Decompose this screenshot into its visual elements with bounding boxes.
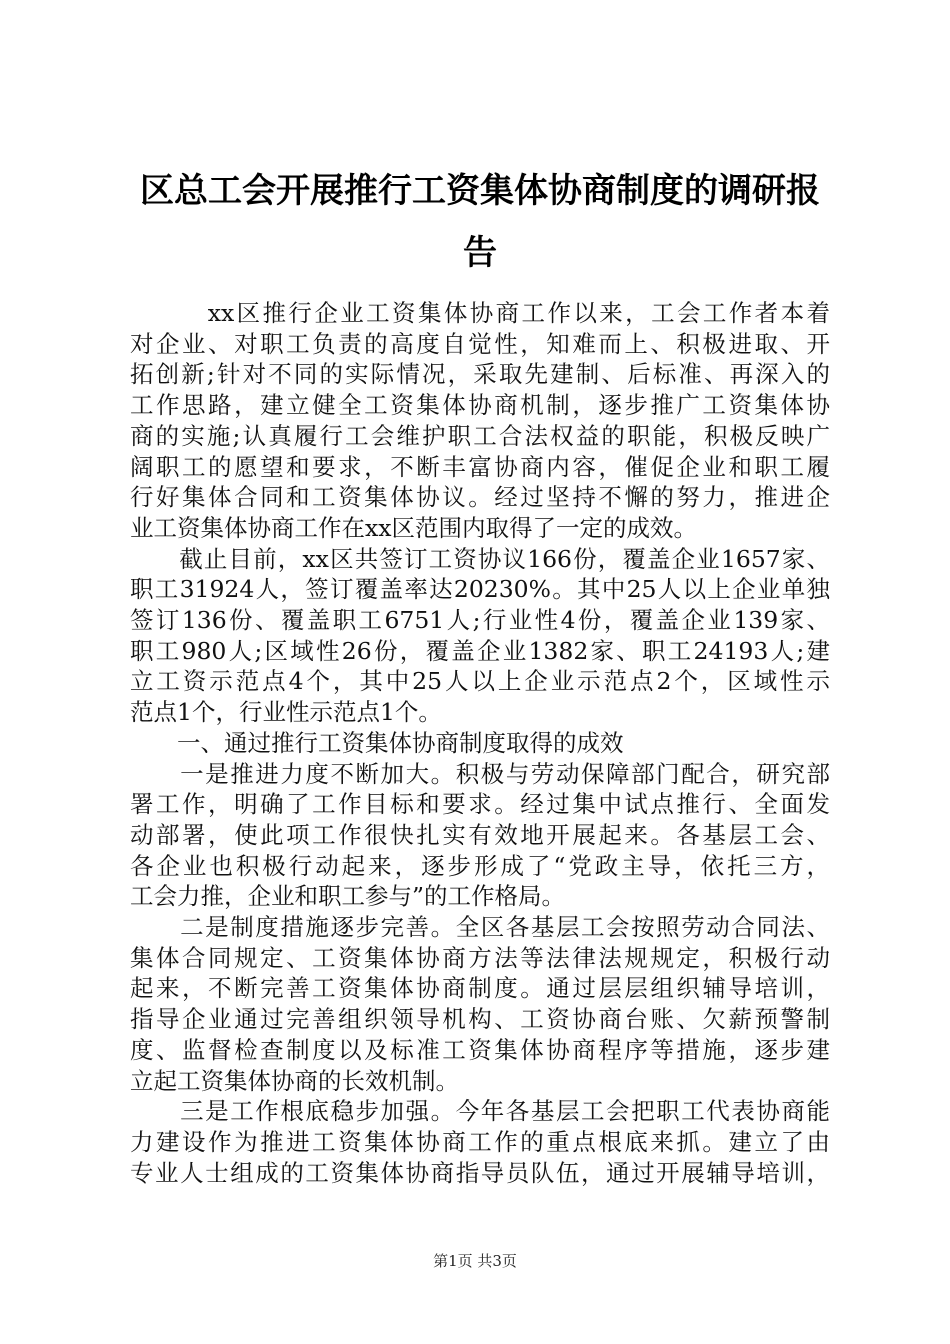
document-title-line-2: 告 [463,233,497,273]
body-text-line: 行好集体合同和工资集体协议。经过坚持不懈的努力，推进企 [130,483,830,512]
body-text-line: 商的实施;认真履行工会维护职工合法权益的职能，积极反映广 [130,421,830,450]
body-text-line: 立起工资集体协商的长效机制。 [130,1066,459,1095]
body-text-line: 二是制度措施逐步完善。全区各基层工会按照劳动合同法、 [130,913,830,941]
body-text-line: 立工资示范点4个，其中25人以上企业示范点2个，区域性示 [130,667,830,696]
body-text-line: 署工作，明确了工作目标和要求。经过集中试点推行、全面发 [130,790,830,819]
body-text-line: 专业人士组成的工资集体协商指导员队伍，通过开展辅导培训， [130,1158,830,1187]
body-text-line: 度、监督检查制度以及标准工资集体协商程序等措施，逐步建 [130,1035,830,1064]
document-title-line-1: 区总工会开展推行工资集体协商制度的调研报 [140,171,820,211]
body-text-line: 指导企业通过完善组织领导机构、工资协商台账、欠薪预警制 [130,1005,830,1034]
body-text-line: 起来，不断完善工资集体协商制度。通过层层组织辅导培训， [130,974,830,1003]
body-text-line: 力建设作为推进工资集体协商工作的重点根底来抓。建立了由 [130,1127,830,1156]
body-text-line: 工作思路，建立健全工资集体协商机制，逐步推广工资集体协 [130,391,830,420]
body-text-line: 业工资集体协商工作在xx区范围内取得了一定的成效。 [130,513,698,542]
body-text-line: 各企业也积极行动起来，逐步形成了“党政主导，依托三方， [130,851,830,880]
body-text-line: 职工980人;区域性26份，覆盖企业1382家、职工24193人;建 [130,636,830,665]
body-text-line: 动部署，使此项工作很快扎实有效地开展起来。各基层工会、 [130,820,830,849]
body-text-line: 拓创新;针对不同的实际情况，采取先建制、后标准、再深入的 [130,360,830,389]
body-text-line: 三是工作根底稳步加强。今年各基层工会把职工代表协商能 [130,1097,830,1126]
page-number-footer: 第1页 共3页 [433,1252,517,1270]
body-text-line: 一是推进力度不断加大。积极与劳动保障部门配合，研究部 [130,759,830,788]
body-text-line: 集体合同规定、工资集体协商方法等法律法规规定，积极行动 [130,943,830,972]
body-text-line: 职工31924人，签订覆盖率达20230%。其中25人以上企业单独 [130,575,830,604]
body-text-line: 阔职工的愿望和要求，不断丰富协商内容，催促企业和职工履 [130,452,830,481]
body-text-line: 截止目前，xx区共签订工资协议166份，覆盖企业1657家、 [130,544,830,573]
body-text-line: 一、通过推行工资集体协商制度取得的成效 [130,728,624,757]
body-text-line: 工会力推，企业和职工参与”的工作格局。 [130,882,566,911]
body-text-line: xx区推行企业工资集体协商工作以来，工会工作者本着 [130,299,830,327]
body-text-line: 对企业、对职工负责的高度自觉性，知难而上、积极进取、开 [130,329,830,358]
body-text-line: 范点1个，行业性示范点1个。 [130,698,442,727]
body-text-line: 签订136份、覆盖职工6751人;行业性4份，覆盖企业139家、 [130,606,830,634]
